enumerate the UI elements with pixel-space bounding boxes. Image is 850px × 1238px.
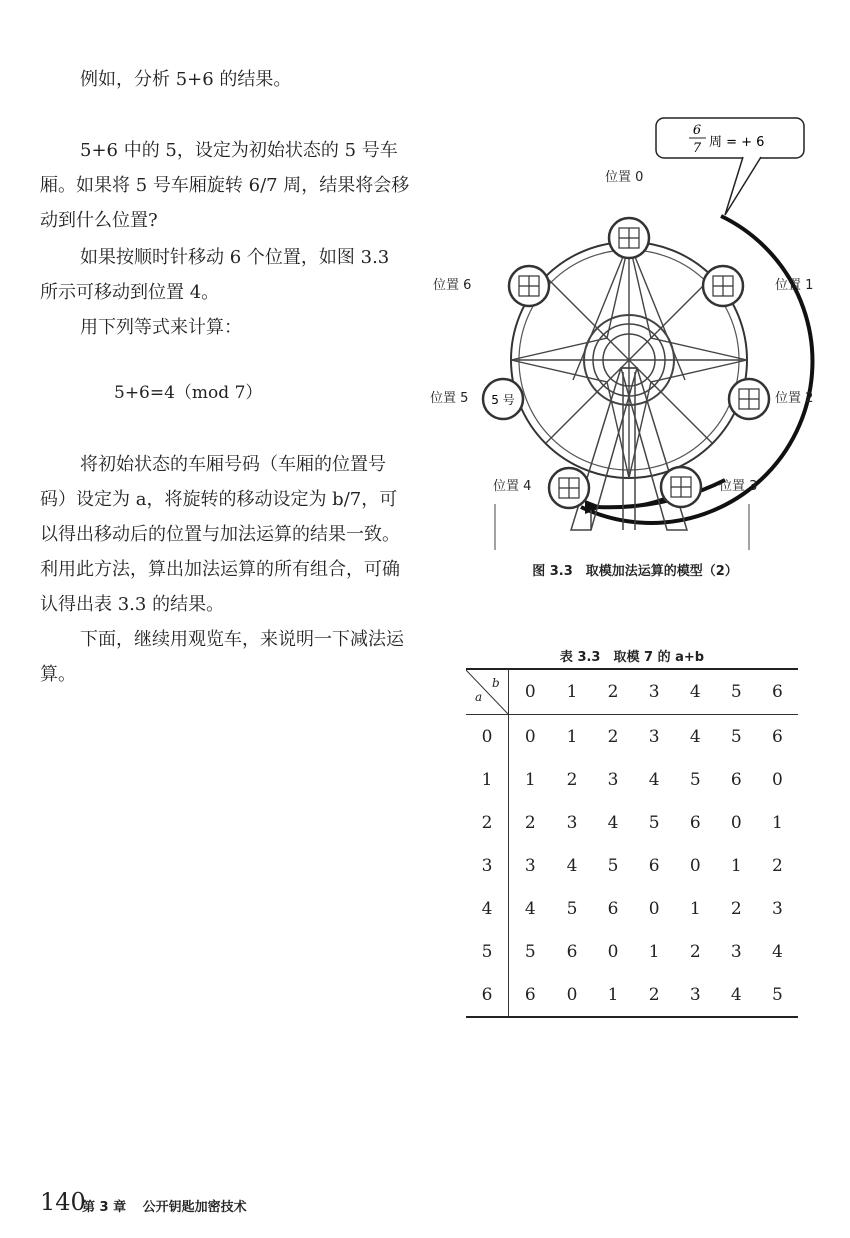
table-cell: 3 — [730, 941, 742, 962]
table-cell: 5 — [566, 898, 578, 919]
table-cell: 5 — [730, 726, 742, 747]
table-cell: 6 — [607, 898, 619, 919]
table-cell: 5 — [648, 812, 660, 833]
table-cell: 3 — [772, 898, 783, 919]
callout-text: 周 = + 6 — [709, 135, 765, 150]
row-header: 6 — [466, 973, 509, 1017]
table-cell: 5 — [524, 941, 536, 962]
table-cell: 3 — [648, 726, 660, 747]
table-cell: 3 — [689, 984, 701, 1005]
callout-denominator: 7 — [692, 141, 702, 156]
table-cell: 5 — [689, 769, 701, 790]
row-header: 0 — [466, 715, 509, 759]
table-cell: 4 — [607, 812, 619, 833]
formula: 5+6=4（mod 7） — [114, 383, 263, 403]
table-row — [466, 844, 798, 887]
table-cell: 4 — [566, 855, 578, 876]
table-row — [466, 930, 798, 973]
table-cell: 6 — [566, 941, 578, 962]
corner-b: b — [492, 676, 500, 690]
paragraph-question: 5+6 中的 5，设定为初始状态的 5 号车厢。如果将 5 号车厢旋转 6/7 周，结果将会移动到什么位置? — [40, 140, 410, 231]
label-position-2: 位置 2 — [775, 391, 814, 406]
corner-a: a — [475, 690, 483, 704]
table-header-row — [466, 669, 798, 715]
table-cell: 0 — [524, 726, 536, 747]
col-header: 5 — [716, 669, 757, 715]
col-header: 0 — [509, 669, 552, 715]
table-cell: 3 — [566, 812, 578, 833]
table-cell: 0 — [566, 984, 578, 1005]
callout-numerator: 6 — [692, 123, 702, 138]
table-cell: 1 — [648, 941, 660, 962]
table-cell: 2 — [772, 855, 783, 876]
paragraph-answer: 如果按顺时针移动 6 个位置，如图 3.3 所示可移动到位置 4。 — [40, 247, 390, 303]
col-header: 6 — [757, 669, 798, 715]
table-cell: 0 — [772, 769, 783, 790]
row-header: 5 — [466, 930, 509, 973]
label-position-4: 位置 4 — [493, 479, 532, 494]
mod7-addition-table — [466, 668, 798, 1018]
table-cell: 6 — [648, 855, 660, 876]
table-row — [466, 973, 798, 1017]
table-row — [466, 758, 798, 801]
table-cell: 6 — [524, 984, 536, 1005]
figure-caption: 图 3.3 取模加法运算的模型（2） — [532, 564, 738, 579]
label-position-3: 位置 3 — [719, 479, 758, 494]
page-number: 140 — [40, 1188, 86, 1216]
chapter-footer — [82, 1196, 259, 1215]
table-cell: 5 — [772, 984, 783, 1005]
col-header: 4 — [675, 669, 716, 715]
table-cell: 6 — [689, 812, 701, 833]
chapter-title: 公开钥匙加密技术 — [142, 1200, 247, 1215]
table-cell: 1 — [772, 812, 783, 833]
table-title: 表 3.3 取模 7 的 a+b — [559, 650, 705, 665]
row-header: 3 — [466, 844, 509, 887]
table-cell: 6 — [772, 726, 783, 747]
col-header: 3 — [634, 669, 675, 715]
table-cell: 0 — [689, 855, 701, 876]
row-header: 4 — [466, 887, 509, 930]
label-position-1: 位置 1 — [775, 278, 814, 293]
table-cell: 4 — [772, 941, 783, 962]
table-cell: 1 — [689, 898, 701, 919]
callout-bubble — [656, 118, 804, 215]
label-position-0: 位置 0 — [605, 170, 644, 185]
table-cell: 2 — [730, 898, 742, 919]
table-cell: 4 — [730, 984, 742, 1005]
table-cell: 3 — [607, 769, 619, 790]
paragraph-next: 下面，继续用观览车，来说明一下减法运算。 — [40, 629, 404, 685]
ferris-wheel-figure — [425, 110, 835, 550]
table-cell: 4 — [648, 769, 660, 790]
table-row — [466, 887, 798, 930]
table-cell: 2 — [607, 726, 619, 747]
table-corner — [466, 669, 509, 715]
table-cell: 1 — [524, 769, 536, 790]
paragraph-equation-intro: 用下列等式来计算： — [80, 317, 242, 338]
table-cell: 1 — [566, 726, 578, 747]
row-header: 2 — [466, 801, 509, 844]
car-label: 5 号 — [491, 393, 515, 407]
table-cell: 4 — [524, 898, 536, 919]
label-position-5: 位置 5 — [430, 391, 469, 406]
table-cell: 2 — [648, 984, 660, 1005]
table-cell: 3 — [524, 855, 536, 876]
table-cell: 2 — [566, 769, 578, 790]
chapter-number: 第 3 章 — [82, 1200, 127, 1215]
table-cell: 0 — [607, 941, 619, 962]
paragraph-explanation: 将初始状态的车厢号码（车厢的位置号码）设定为 a，将旋转的移动设定为 b/7，可以得出移动后的位置与加法运算的结果一致。利用此方法，算出加法运算的所有组合，可确认得出表 3.3 的结果。 — [40, 454, 400, 615]
label-position-6: 位置 6 — [433, 278, 472, 293]
table-row — [466, 801, 798, 844]
table-cell: 2 — [689, 941, 701, 962]
table-row — [466, 715, 798, 759]
table-cell: 0 — [730, 812, 742, 833]
row-header: 1 — [466, 758, 509, 801]
table-cell: 2 — [524, 812, 536, 833]
table-cell: 4 — [689, 726, 701, 747]
table-cell: 5 — [607, 855, 619, 876]
table-cell: 6 — [730, 769, 742, 790]
col-header: 1 — [551, 669, 592, 715]
table-cell: 1 — [607, 984, 619, 1005]
table-cell: 1 — [730, 855, 742, 876]
col-header: 2 — [593, 669, 634, 715]
table-cell: 0 — [648, 898, 660, 919]
paragraph-intro: 例如，分析 5+6 的结果。 — [80, 69, 292, 90]
